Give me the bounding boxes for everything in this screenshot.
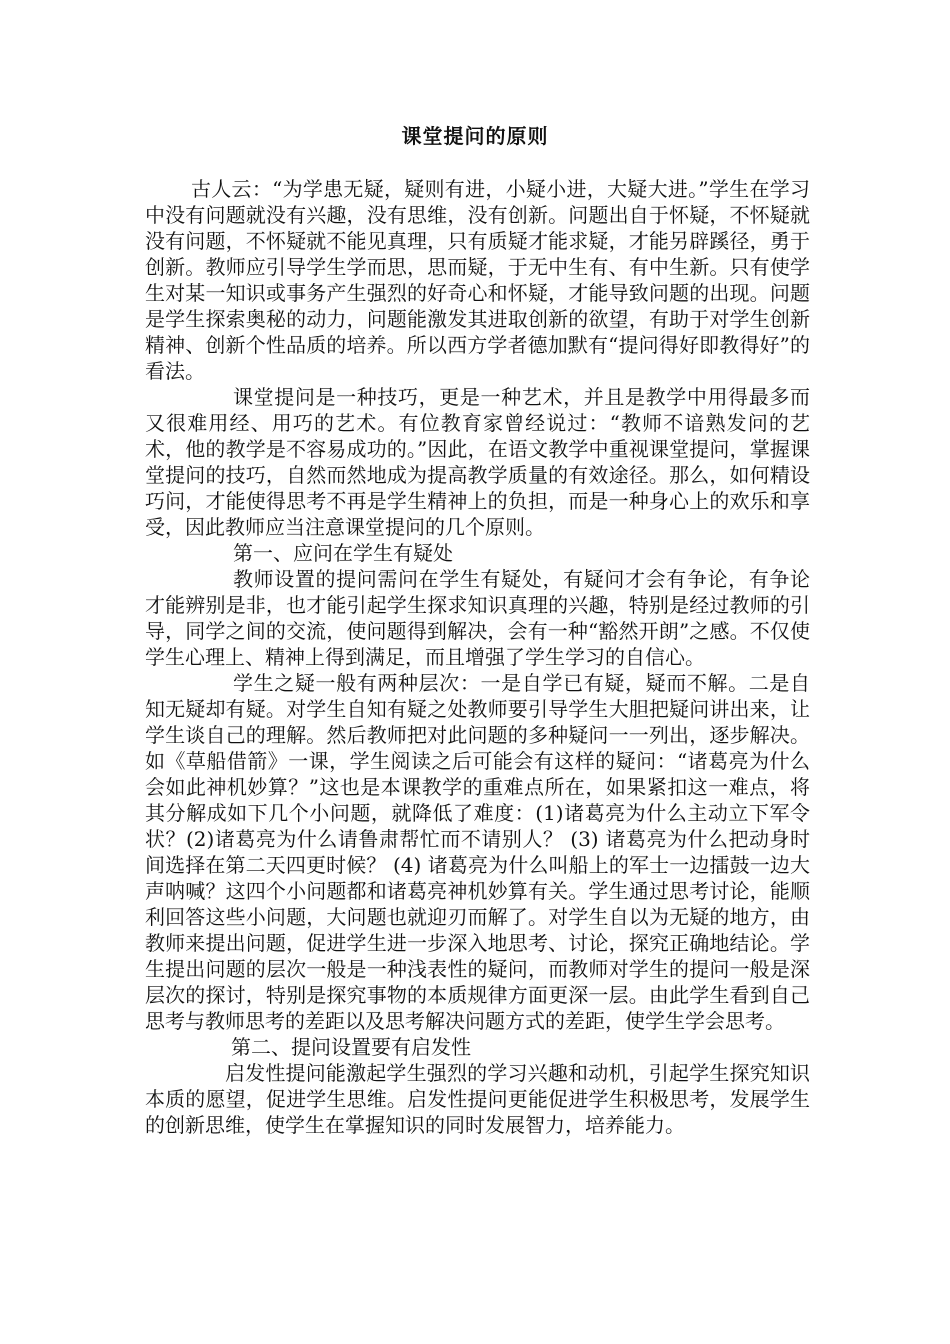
section-heading-2: 第二、提问设置要有启发性 <box>231 1035 471 1059</box>
document-title: 课堂提问的原则 <box>401 124 549 148</box>
paragraph-section-1-b: 学生之疑一般有两种层次：一是自学已有疑，疑而不解。二是自知无疑却有疑。对学生自知有疑之处教师要引导学生大胆把疑问讲出来，让学生谈自己的理解。然后教师把对此问题的多种疑问一一列出，逐步解决。如《草船借箭》一课，学生阅读之后可能会有这样的疑问：“诸葛亮为什么会如此神机妙算？”这也是本课教学的重难点所在，如果紧扣这一难点，将其分解成如下几个小问题，就降低了难度：(1)诸葛亮为什么主动立下军令状？(2)诸葛亮为什么请鲁肃帮忙而不请别人？ (3) 诸葛亮为什么把动身时间选择在第二天四更时候？ (4) 诸葛亮为什么叫船上的军士一边擂鼓一边大声呐喊？这四个小问题都和诸葛亮神机妙算有关。学生通过思考讨论，能顺利回答这些小问题，大问题也就迎刃而解了。对学生自以为无疑的地方，由教师来提出问题，促进学生进一步深入地思考、讨论，探究正确地结论。学生提出问题的层次一般是一种浅表性的疑问，而教师对学生的提问一般是深层次的探讨，特别是探究事物的本质规律方面更深一层。由此学生看到自己思考与教师思考的差距以及思考解决问题方式的差距，使学生学会思考。 <box>145 671 810 1033</box>
document-body <box>145 176 810 1138</box>
paragraph-art-of-questioning: 课堂提问是一种技巧，更是一种艺术，并且是教学中用得最多而又很难用经、用巧的艺术。有位教育家曾经说过：“教师不谙熟发问的艺术，他的教学是不容易成功的。”因此，在语文教学中重视课堂提问，掌握课堂提问的技巧，自然而然地成为提高教学质量的有效途径。那么，如何精设巧问，才能使得思考不再是学生精神上的负担，而是一种身心上的欢乐和享受，因此教师应当注意课堂提问的几个原则。 <box>145 385 810 539</box>
paragraph-intro: 古人云：“为学患无疑，疑则有进，小疑小进，大疑大进。”学生在学习中没有问题就没有兴趣，没有思维，没有创新。问题出自于怀疑，不怀疑就没有问题，不怀疑就不能见真理，只有质疑才能求疑，才能另辟蹊径，勇于创新。教师应引导学生学而思，思而疑，于无中生有、有中生新。只有使学生对某一知识或事务产生强烈的好奇心和怀疑，才能导致问题的出现。问题是学生探索奥秘的动力，问题能激发其进取创新的欲望，有助于对学生创新精神、创新个性品质的培养。所以西方学者德加默有“提问得好即教得好”的看法。 <box>145 177 810 383</box>
section-heading-1: 第一、应问在学生有疑处 <box>233 541 453 565</box>
paragraph-section-2: 启发性提问能激起学生强烈的学习兴趣和动机，引起学生探究知识本质的愿望，促进学生思维。启发性提问更能促进学生积极思考，发展学生的创新思维，使学生在掌握知识的同时发展智力，培养能力。 <box>145 1061 810 1137</box>
paragraph-section-1-a: 教师设置的提问需问在学生有疑处，有疑问才会有争论，有争论才能辨别是非，也才能引起学生探求知识真理的兴趣，特别是经过教师的引导，同学之间的交流，使问题得到解决，会有一种“豁然开朗”之感。不仅使学生心理上、精神上得到满足，而且增强了学生学习的自信心。 <box>145 567 810 669</box>
